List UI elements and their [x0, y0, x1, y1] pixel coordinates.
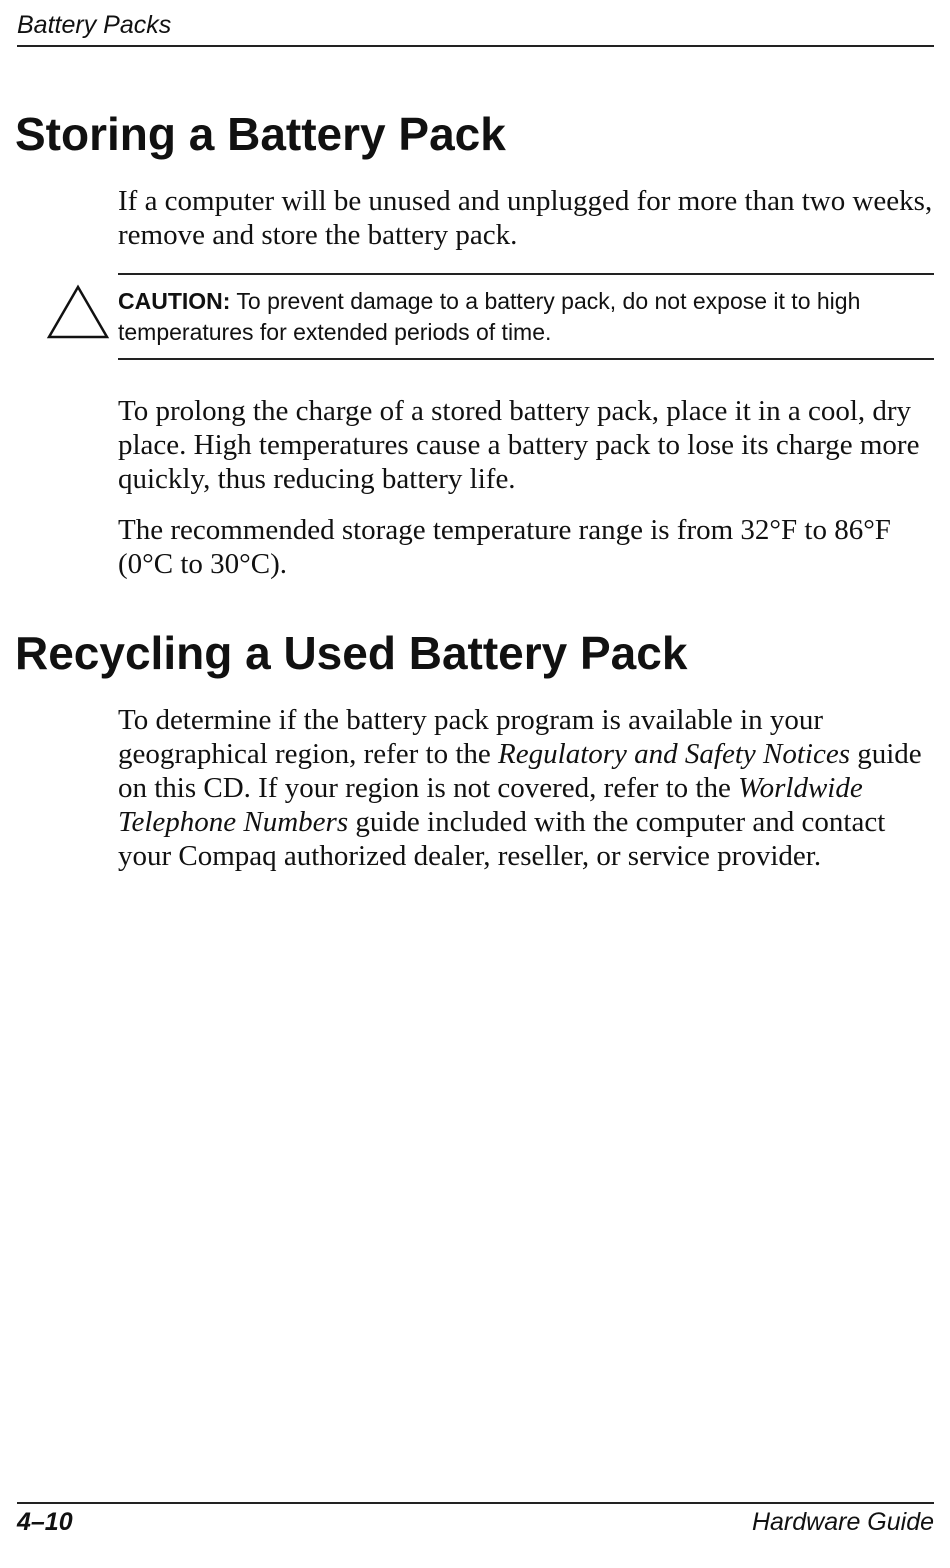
caution-message: To prevent damage to a battery pack, do not expose it to high temperatures for extended periods of time.: [118, 288, 861, 345]
running-header: Battery Packs: [17, 11, 172, 39]
caution-triangle-icon: [46, 284, 110, 340]
recycling-text-part-2: guide on this CD. If your region is not covered, refer to the: [118, 738, 922, 804]
caution-label: CAUTION:: [118, 288, 231, 314]
caution-bottom-rule: [118, 358, 934, 360]
page-number: 4–10: [17, 1508, 73, 1536]
recycling-paragraph: [118, 703, 940, 873]
section-heading-storing: Storing a Battery Pack: [15, 108, 506, 160]
section-heading-recycling: Recycling a Used Battery Pack: [15, 627, 688, 679]
recycling-text-part-1: To determine if the battery pack program is available in your geographical region, refer to the: [118, 704, 823, 770]
regulatory-notices-reference: Regulatory and Safety Notices: [498, 738, 850, 770]
telephone-numbers-reference: Worldwide Telephone Numbers: [118, 772, 863, 838]
storing-prolong-paragraph: To prolong the charge of a stored battery pack, place it in a cool, dry place. High temperatures cause a battery pack to lose its charge more quickly, thus reducing battery life.: [118, 395, 920, 495]
storing-temperature-paragraph: The recommended storage temperature range is from 32°F to 86°F (0°C to 30°C).: [118, 514, 891, 580]
footer-rule: [17, 1502, 934, 1504]
caution-note: [118, 286, 888, 348]
footer-guide-title: Hardware Guide: [751, 1508, 934, 1536]
storing-intro-paragraph: If a computer will be unused and unplugged for more than two weeks, remove and store the battery pack.: [118, 185, 933, 251]
caution-top-rule: [118, 273, 934, 275]
header-rule: [17, 45, 934, 47]
recycling-text-part-3: guide included with the computer and contact your Compaq authorized dealer, reseller, or service provider.: [118, 806, 886, 872]
